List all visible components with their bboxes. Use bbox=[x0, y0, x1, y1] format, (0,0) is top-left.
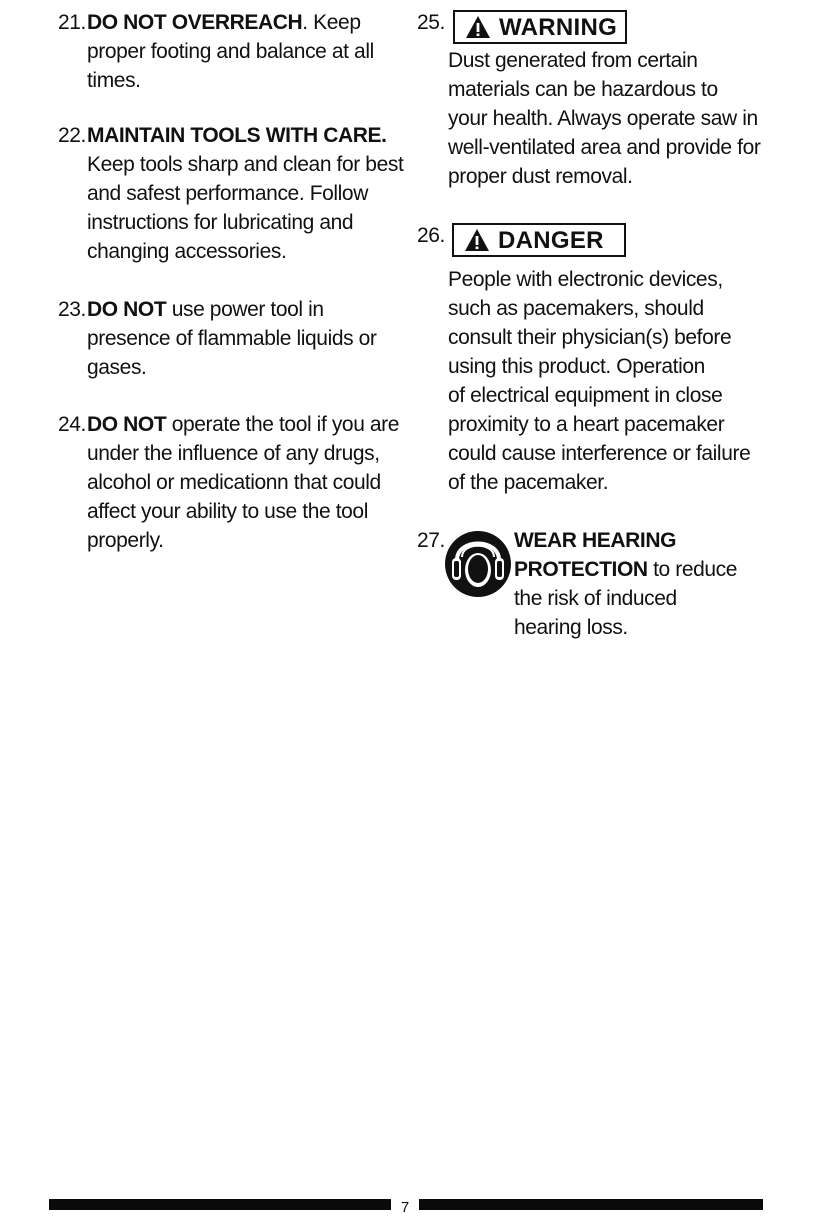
item-text-line: under the influence of any drugs, bbox=[87, 442, 380, 465]
danger-triangle-icon bbox=[464, 228, 490, 252]
item-text-line: the risk of induced bbox=[514, 587, 677, 610]
item-text-line: properly. bbox=[87, 529, 164, 552]
warning-signal-box bbox=[453, 10, 627, 44]
item-text-line: consult their physician(s) before bbox=[448, 326, 732, 349]
item-text-line: of electrical equipment in close bbox=[448, 384, 723, 407]
item-text-line: People with electronic devices, bbox=[448, 268, 723, 291]
item-text-line: instructions for lubricating and bbox=[87, 211, 354, 234]
item-text-line: your health. Always operate saw in bbox=[448, 107, 758, 130]
footer-bar-left bbox=[49, 1199, 391, 1210]
item-lead: DO NOT OVERREACH bbox=[87, 11, 303, 34]
hearing-protection-icon bbox=[443, 524, 513, 600]
item-text-line: gases. bbox=[87, 356, 147, 379]
item-text-line: proper footing and balance at all bbox=[87, 40, 374, 63]
item-text-line: times. bbox=[87, 69, 141, 92]
item-lead: DO NOT bbox=[87, 298, 167, 321]
item-text-line: using this product. Operation bbox=[448, 355, 705, 378]
danger-signal-box bbox=[452, 223, 626, 257]
item-text-line: could cause interference or failure bbox=[448, 442, 751, 465]
item-number: 22. bbox=[58, 124, 86, 147]
page-number: 7 bbox=[400, 1199, 410, 1216]
item-text-line: proximity to a heart pacemaker bbox=[448, 413, 725, 436]
item-text-line: materials can be hazardous to bbox=[448, 78, 718, 101]
item-text-line: such as pacemakers, should bbox=[448, 297, 704, 320]
item-lead: WEAR HEARING bbox=[514, 529, 677, 552]
item-text-line: affect your ability to use the tool bbox=[87, 500, 368, 523]
item-text-line: changing accessories. bbox=[87, 240, 287, 263]
item-number: 26. bbox=[417, 224, 445, 247]
item-lead: DO NOT bbox=[87, 413, 167, 436]
item-text-line: Keep tools sharp and clean for best bbox=[87, 153, 404, 176]
item-text-line: Dust generated from certain bbox=[448, 49, 698, 72]
item-text-line: alcohol or medicationn that could bbox=[87, 471, 381, 494]
item-text-line: of the pacemaker. bbox=[448, 471, 609, 494]
item-number: 27. bbox=[417, 529, 445, 552]
item-number: 24. bbox=[58, 413, 86, 436]
item-number: 23. bbox=[58, 298, 86, 321]
item-lead: MAINTAIN TOOLS WITH CARE. bbox=[87, 124, 387, 147]
manual-page: 21. DO NOT OVERREACH. Keep proper footing and balance at all times. 22. MAINTAIN TOOLS WITH CARE. Keep tools sharp and clean for best and safest performance. Follow instructions for lubricating and changing accessories. 23. DO NOT use power tool in presence of flammable liquids or gases. 24. DO NOT operate the tool if you are under the influence of any drugs, alcohol or medicationn that could affect your ability to use the tool properly. 25. WARNING Dust generated from certain materials can be hazardous to your health. Always operate saw in well-ventilated area and provide for proper dust removal. 26. DANGER People with electronic devices, such as pacemakers, should consult their physician(s) before using this product. Operation of electrical equipment in close proximity to a heart pacemaker could cause interference or failure of the pacemaker. 27. WEAR HEARING PROTECTION to reduce the risk of induced hearing loss. 7 bbox=[0, 0, 828, 1222]
item-text-line: well-ventilated area and provide for bbox=[448, 136, 761, 159]
item-number: 21. bbox=[58, 11, 86, 34]
warning-label: WARNING bbox=[499, 13, 618, 41]
item-text-line: proper dust removal. bbox=[448, 165, 633, 188]
item-number: 25. bbox=[417, 11, 445, 34]
warning-triangle-icon bbox=[465, 15, 491, 39]
item-text-line: presence of flammable liquids or bbox=[87, 327, 377, 350]
danger-label: DANGER bbox=[498, 226, 604, 254]
item-lead: PROTECTION bbox=[514, 558, 648, 581]
item-text-line: hearing loss. bbox=[514, 616, 628, 639]
item-text-line: and safest performance. Follow bbox=[87, 182, 368, 205]
footer-bar-right bbox=[419, 1199, 763, 1210]
